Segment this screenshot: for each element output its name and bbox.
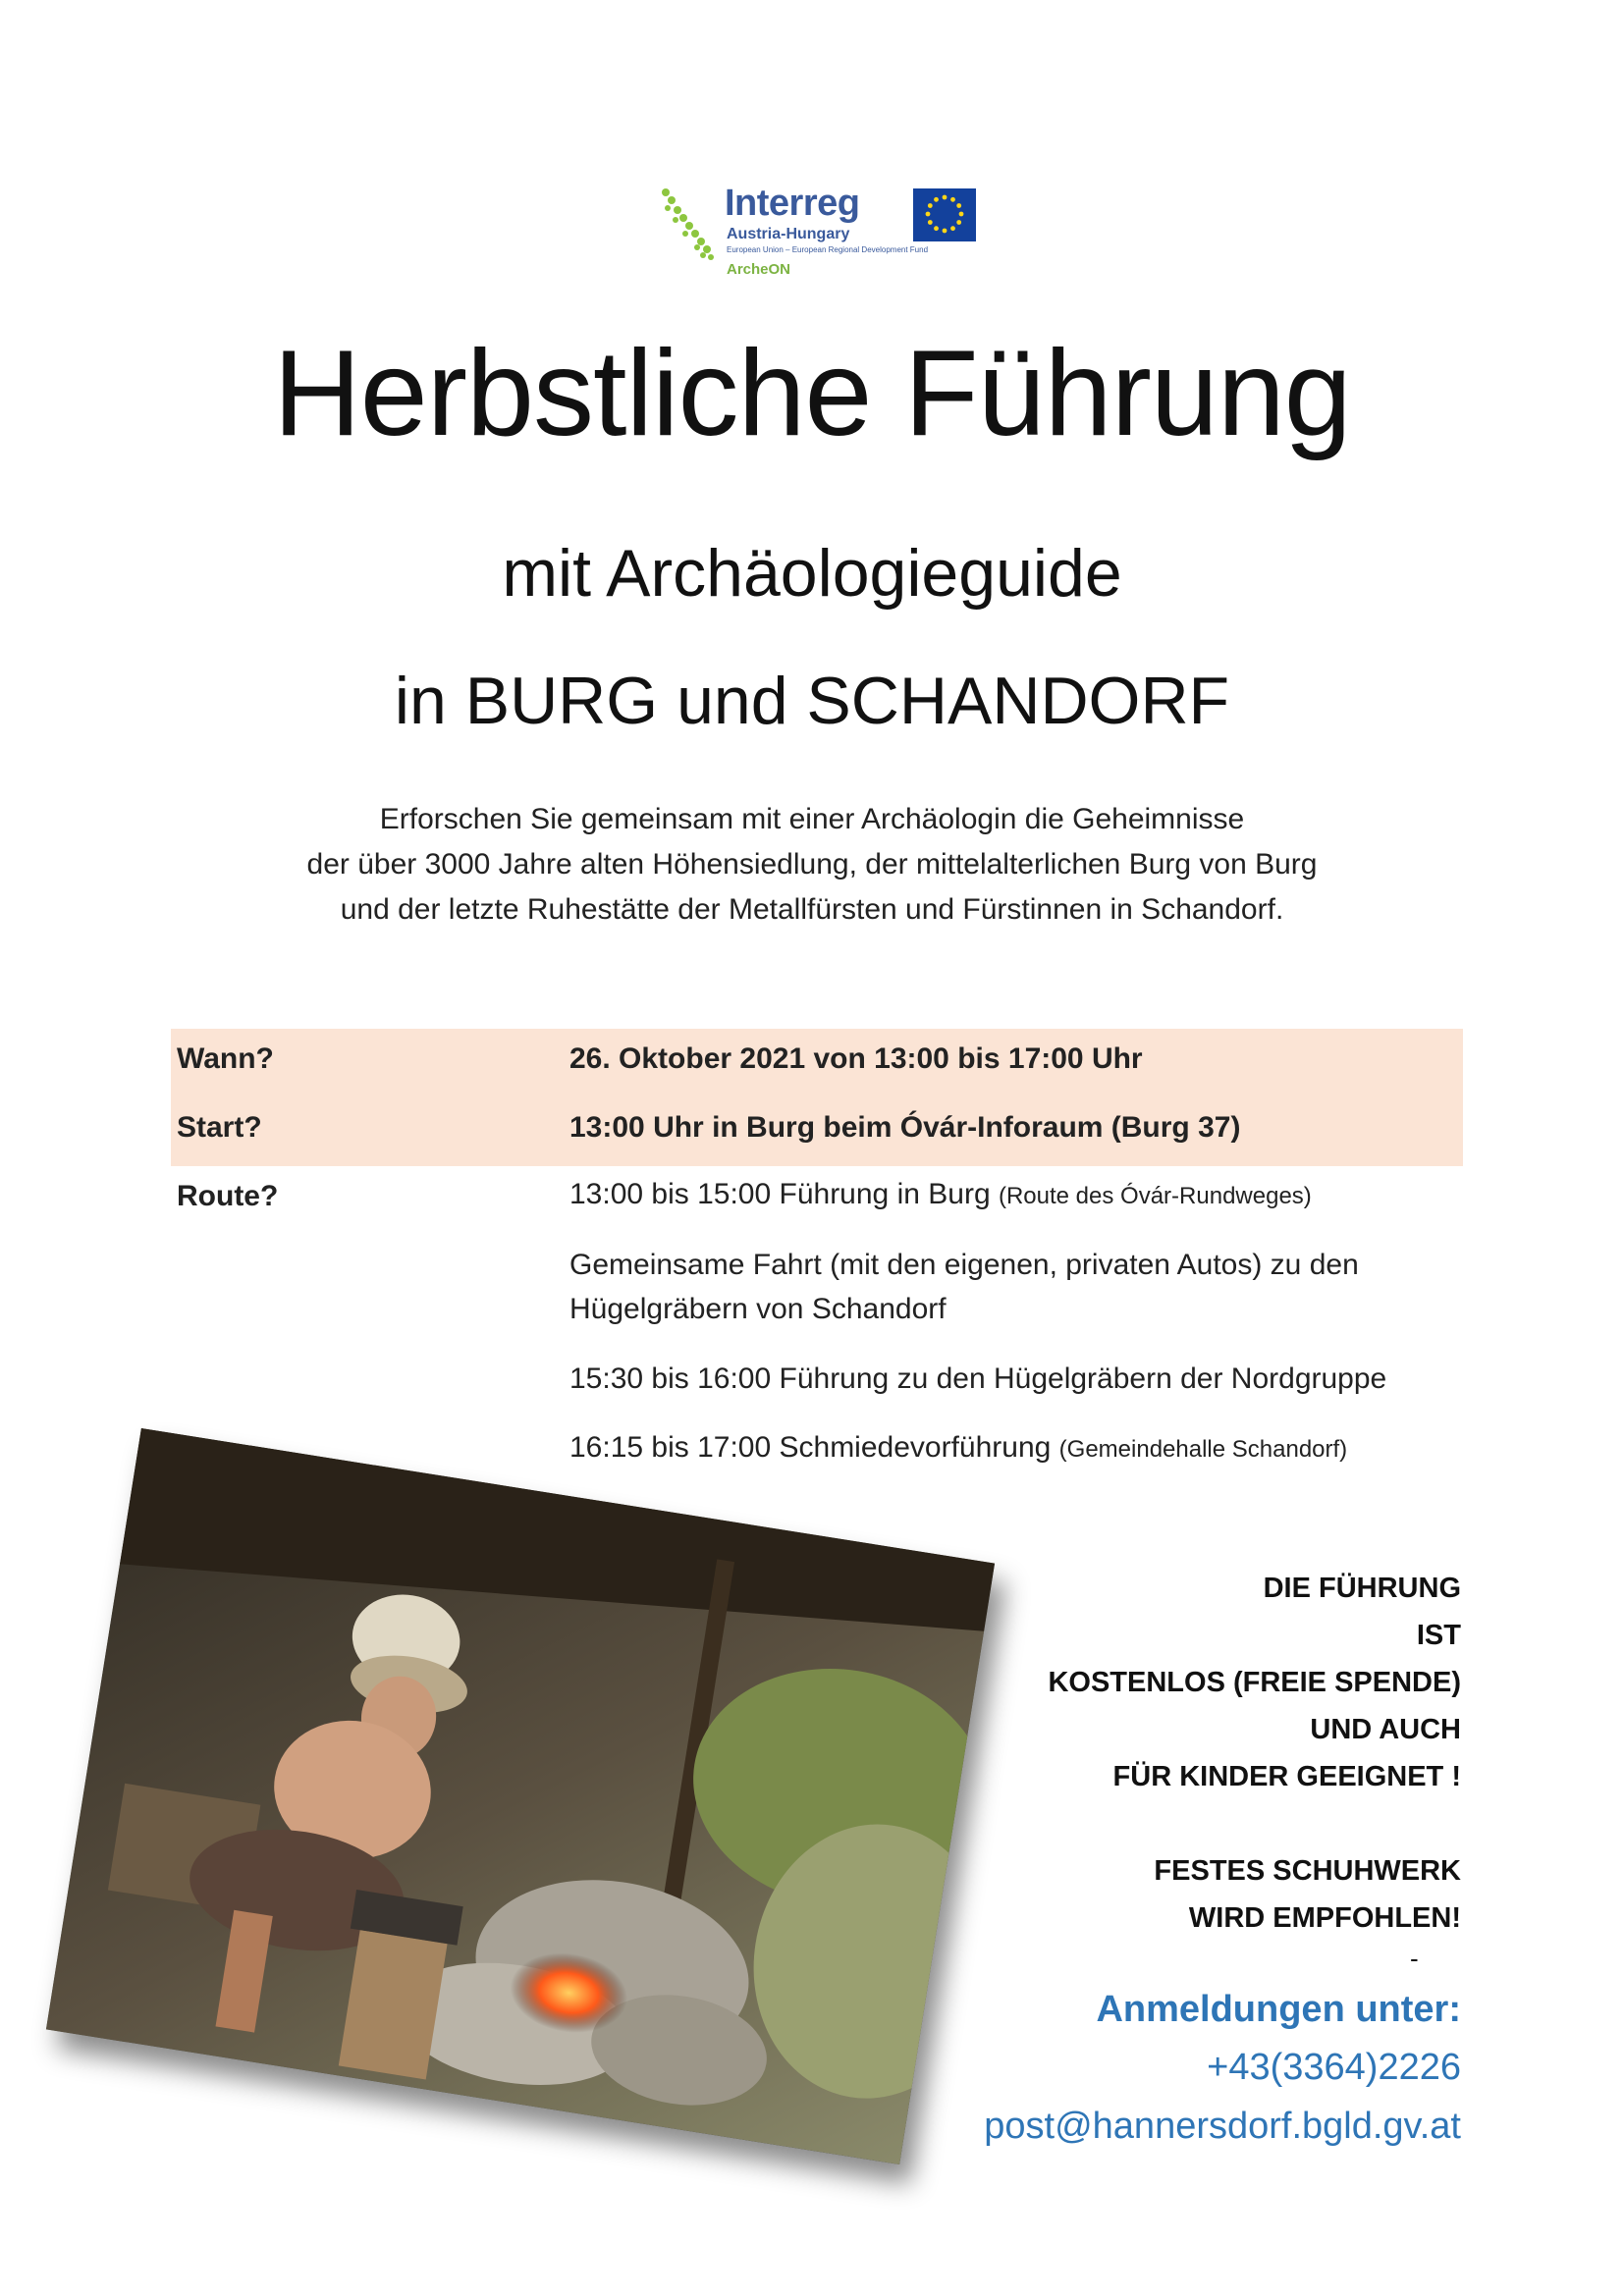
notice-spacer [1048, 1800, 1461, 1847]
dash-separator: - [1410, 1944, 1419, 1973]
route-item [569, 1357, 1463, 1401]
blacksmith-photo-icon [46, 1428, 995, 2164]
notice-line: WIRD EMPFOHLEN! [1188, 1902, 1461, 1934]
notice-line: FESTES SCHUHWERK [1154, 1855, 1461, 1887]
route-item-main: 15:30 bis 16:00 Führung zu den Hügelgräbern der Nordgruppe [569, 1362, 1387, 1395]
intro-line: der über 3000 Jahre alten Höhensiedlung, der mittelalterlichen Burg von Burg [306, 848, 1318, 881]
blacksmith-photo [46, 1428, 995, 2164]
route-item-main: 16:15 bis 17:00 Schmiedevorführung [569, 1431, 1059, 1464]
logo-wordmark: Interreg [725, 183, 860, 224]
intro-line: und der letzte Ruhestätte der Metallfürsten und Fürstinnen in Schandorf. [340, 893, 1284, 926]
interreg-logo [660, 183, 984, 286]
notice-line: UND AUCH [1310, 1714, 1461, 1745]
intro-text [196, 797, 1428, 933]
row-start [171, 1097, 1463, 1166]
logo-program: Austria-Hungary [727, 226, 850, 242]
label-wann: Wann? [177, 1042, 274, 1075]
route-item [569, 1243, 1463, 1331]
logo-project-name: ArcheON [727, 261, 791, 278]
registration-heading: Anmeldungen unter: [1096, 1989, 1461, 2030]
notice-line: FÜR KINDER GEEIGNET ! [1112, 1761, 1461, 1792]
label-start: Start? [177, 1111, 262, 1144]
notice-line: IST [1416, 1620, 1461, 1651]
route-item-note: (Route des Óvár-Rundweges) [998, 1183, 1312, 1209]
value-start: 13:00 Uhr in Burg beim Óvár-Inforaum (Burg 37) [569, 1111, 1241, 1144]
route-item-main: 13:00 bis 15:00 Führung in Burg [569, 1178, 999, 1210]
notice-line: KOSTENLOS (FREIE SPENDE) [1048, 1667, 1461, 1698]
logo-fund-text: European Union – European Regional Development Fund [727, 245, 929, 254]
notice-block [1048, 1565, 1461, 1942]
label-route: Route? [177, 1180, 279, 1212]
interreg-dots-icon [660, 187, 715, 261]
subtitle-guide: mit Archäologieguide [502, 536, 1122, 611]
route-item [569, 1425, 1463, 1471]
page-title: Herbstliche Führung [273, 326, 1351, 461]
eu-flag-icon [913, 188, 976, 241]
route-item-main: Gemeinsame Fahrt (mit den eigenen, privaten Autos) zu den Hügelgräbern von Schandorf [569, 1249, 1359, 1325]
registration-email[interactable]: post@hannersdorf.bgld.gv.at [984, 2106, 1461, 2147]
route-item-note: (Gemeindehalle Schandorf) [1058, 1436, 1348, 1463]
notice-line: DIE FÜHRUNG [1263, 1573, 1461, 1604]
route-item [569, 1172, 1463, 1218]
row-wann [171, 1029, 1463, 1097]
intro-line: Erforschen Sie gemeinsam mit einer Archäologin die Geheimnisse [379, 803, 1245, 835]
value-wann: 26. Oktober 2021 von 13:00 bis 17:00 Uhr [569, 1042, 1143, 1075]
subtitle-location: in BURG und SCHANDORF [394, 664, 1230, 738]
registration-phone[interactable]: +43(3364)2226 [1207, 2047, 1461, 2088]
